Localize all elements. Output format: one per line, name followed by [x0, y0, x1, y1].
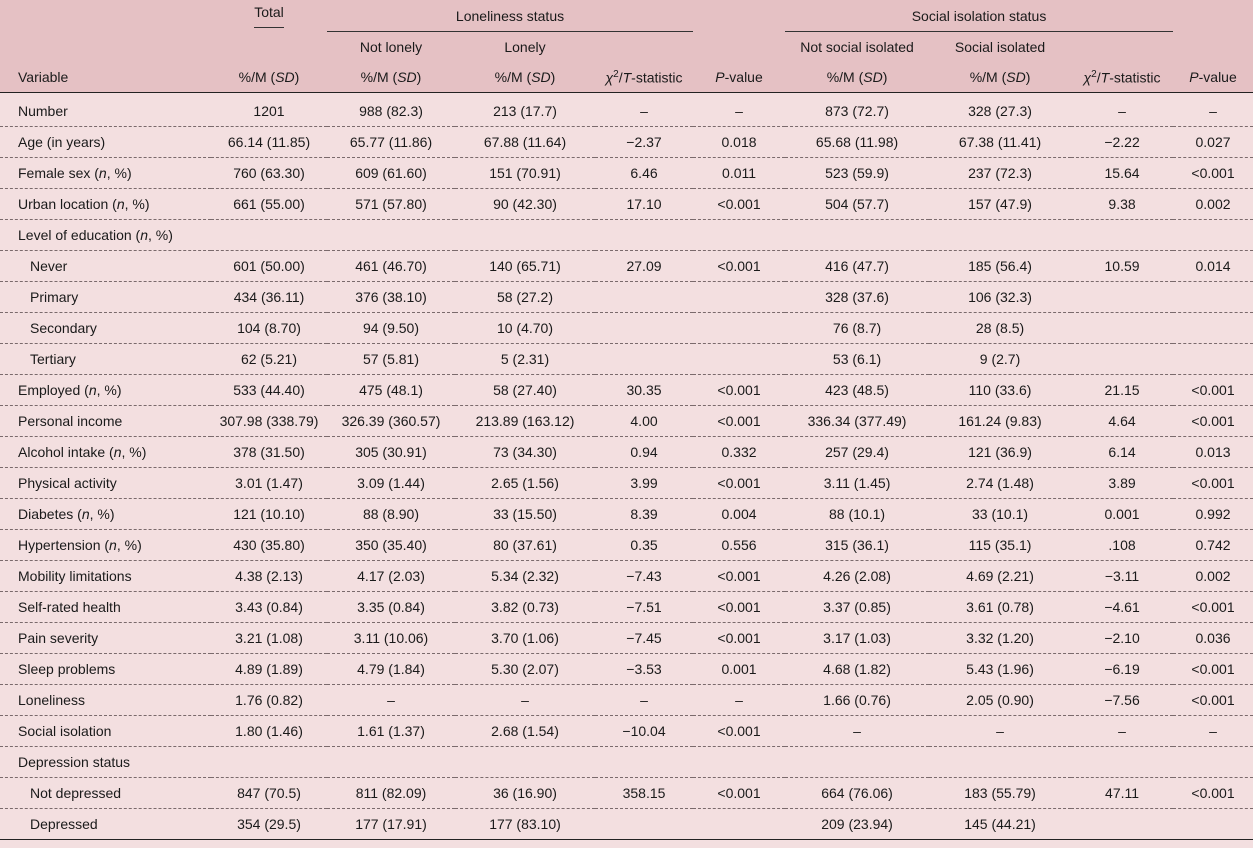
table-cell: 423 (48.5) [785, 375, 929, 406]
table-cell: 873 (72.7) [785, 93, 929, 127]
table-cell: <0.001 [693, 375, 785, 406]
table-cell: 609 (61.60) [327, 158, 455, 189]
table-cell: 3.17 (1.03) [785, 623, 929, 654]
table-cell: 157 (47.9) [929, 189, 1071, 220]
table-cell: 328 (37.6) [785, 282, 929, 313]
table-cell: 53 (6.1) [785, 344, 929, 375]
row-label: Employed (n, %) [0, 375, 211, 406]
table-cell: 0.013 [1173, 437, 1253, 468]
table-cell: −7.51 [595, 592, 693, 623]
table-row [0, 344, 1253, 375]
table-cell: 0.004 [693, 499, 785, 530]
table-cell: 0.018 [693, 127, 785, 158]
row-label: Never [0, 251, 211, 282]
row-label: Primary [0, 282, 211, 313]
table-cell: 94 (9.50) [327, 313, 455, 344]
table-cell: −10.04 [595, 716, 693, 747]
table-cell: 177 (83.10) [455, 809, 595, 840]
table-cell: 3.01 (1.47) [211, 468, 327, 499]
table-cell: 0.94 [595, 437, 693, 468]
table-cell: 3.21 (1.08) [211, 623, 327, 654]
table-cell: 47.11 [1071, 778, 1173, 809]
table-cell: 376 (38.10) [327, 282, 455, 313]
row-label: Self-rated health [0, 592, 211, 623]
table-cell: 0.992 [1173, 499, 1253, 530]
table-cell [1173, 344, 1253, 375]
table-cell: 1.66 (0.76) [785, 685, 929, 716]
table-cell: 33 (10.1) [929, 499, 1071, 530]
table-cell: 475 (48.1) [327, 375, 455, 406]
header-chi-t-statistic: $\chi^2/T$-statistic [1071, 62, 1173, 93]
table-cell: 0.742 [1173, 530, 1253, 561]
table-row [0, 716, 1253, 747]
table-cell: 0.556 [693, 530, 785, 561]
table-row [0, 778, 1253, 809]
table-cell: 140 (65.71) [455, 251, 595, 282]
table-cell: 3.11 (1.45) [785, 468, 929, 499]
table-cell: 2.74 (1.48) [929, 468, 1071, 499]
table-cell [455, 220, 595, 251]
table-cell [327, 220, 455, 251]
header-social-isolation-status: Social isolation status [785, 0, 1173, 32]
table-cell: 336.34 (377.49) [785, 406, 929, 437]
header-p-value: P-value [693, 62, 785, 93]
table-cell: <0.001 [1173, 592, 1253, 623]
table-cell: 4.17 (2.03) [327, 561, 455, 592]
table-cell [595, 747, 693, 778]
table-cell [595, 220, 693, 251]
row-label: Number [0, 93, 211, 127]
table-cell: 1201 [211, 93, 327, 127]
table-row [0, 685, 1253, 716]
table-cell: −3.53 [595, 654, 693, 685]
header-row-subgroups [0, 32, 1253, 63]
table-cell: 0.011 [693, 158, 785, 189]
table-cell [1071, 282, 1173, 313]
table-cell [785, 220, 929, 251]
row-label: Depression status [0, 747, 211, 778]
header-p-value: P-value [1173, 62, 1253, 93]
table-cell: 5.30 (2.07) [455, 654, 595, 685]
table-cell [1071, 809, 1173, 840]
header-pct-m-sd: %/M (SD) [455, 62, 595, 93]
table-cell: 0.027 [1173, 127, 1253, 158]
table-row [0, 313, 1253, 344]
row-label: Physical activity [0, 468, 211, 499]
table-cell: 1.80 (1.46) [211, 716, 327, 747]
table-cell [693, 809, 785, 840]
table-cell: 760 (63.30) [211, 158, 327, 189]
header-empty [693, 0, 785, 32]
table-cell: 0.036 [1173, 623, 1253, 654]
table-cell: 0.001 [693, 654, 785, 685]
row-label: Alcohol intake (n, %) [0, 437, 211, 468]
table-cell: 350 (35.40) [327, 530, 455, 561]
table-cell: 213.89 (163.12) [455, 406, 595, 437]
table-cell: – [1173, 716, 1253, 747]
table-cell [1071, 220, 1173, 251]
table-cell [327, 747, 455, 778]
table-row [0, 406, 1253, 437]
row-label: Hypertension (n, %) [0, 530, 211, 561]
header-empty [1173, 0, 1253, 32]
table-cell: <0.001 [1173, 654, 1253, 685]
table-cell [785, 747, 929, 778]
table-cell: −4.61 [1071, 592, 1173, 623]
table-cell: 185 (56.4) [929, 251, 1071, 282]
table-row [0, 220, 1253, 251]
table-cell: <0.001 [1173, 158, 1253, 189]
table-cell: 151 (70.91) [455, 158, 595, 189]
table-cell [693, 747, 785, 778]
table-cell: 30.35 [595, 375, 693, 406]
table-cell: 6.14 [1071, 437, 1173, 468]
table-cell [595, 282, 693, 313]
table-cell: 177 (17.91) [327, 809, 455, 840]
table-cell: <0.001 [693, 623, 785, 654]
table-cell [1071, 313, 1173, 344]
table-cell [929, 747, 1071, 778]
table-cell: 664 (76.06) [785, 778, 929, 809]
table-cell: – [693, 685, 785, 716]
table-row [0, 93, 1253, 127]
table-cell: <0.001 [693, 778, 785, 809]
table-cell: 1.61 (1.37) [327, 716, 455, 747]
table-cell: 209 (23.94) [785, 809, 929, 840]
header-pct-m-sd: %/M (SD) [211, 62, 327, 93]
table-cell [1173, 747, 1253, 778]
table-header [0, 0, 1253, 93]
table-cell: 62 (5.21) [211, 344, 327, 375]
table-cell: 307.98 (338.79) [211, 406, 327, 437]
table-cell: 8.39 [595, 499, 693, 530]
table-cell: 847 (70.5) [211, 778, 327, 809]
table-cell: 67.88 (11.64) [455, 127, 595, 158]
header-row-groups [0, 0, 1253, 32]
table-cell: 3.61 (0.78) [929, 592, 1071, 623]
table-cell: 10.59 [1071, 251, 1173, 282]
table-cell: 4.26 (2.08) [785, 561, 929, 592]
table-cell: – [1173, 93, 1253, 127]
table-cell [211, 747, 327, 778]
row-label: Level of education (n, %) [0, 220, 211, 251]
table-cell: 0.332 [693, 437, 785, 468]
table-cell: 988 (82.3) [327, 93, 455, 127]
table-cell: 504 (57.7) [785, 189, 929, 220]
table-cell: 58 (27.40) [455, 375, 595, 406]
table-cell: 328 (27.3) [929, 93, 1071, 127]
table-cell: <0.001 [693, 592, 785, 623]
table-cell: 57 (5.81) [327, 344, 455, 375]
table-cell: 2.65 (1.56) [455, 468, 595, 499]
header-pct-m-sd: %/M (SD) [785, 62, 929, 93]
table-cell: 27.09 [595, 251, 693, 282]
table-cell [1173, 220, 1253, 251]
table-cell: – [785, 716, 929, 747]
table-cell: 33 (15.50) [455, 499, 595, 530]
table-row [0, 375, 1253, 406]
table-cell [693, 344, 785, 375]
table-cell: 354 (29.5) [211, 809, 327, 840]
table-cell: 2.68 (1.54) [455, 716, 595, 747]
table-cell: 3.11 (10.06) [327, 623, 455, 654]
table-cell: −7.45 [595, 623, 693, 654]
table-cell: 28 (8.5) [929, 313, 1071, 344]
table-cell: <0.001 [1173, 406, 1253, 437]
table-cell: 3.70 (1.06) [455, 623, 595, 654]
header-empty [0, 0, 211, 32]
table-cell: 121 (10.10) [211, 499, 327, 530]
table-cell: 9.38 [1071, 189, 1173, 220]
table-cell [693, 220, 785, 251]
table-cell: 434 (36.11) [211, 282, 327, 313]
row-label: Age (in years) [0, 127, 211, 158]
header-total: Total [211, 0, 327, 32]
table-cell: 533 (44.40) [211, 375, 327, 406]
table-cell: 66.14 (11.85) [211, 127, 327, 158]
table-cell: 36 (16.90) [455, 778, 595, 809]
table-row [0, 468, 1253, 499]
table-row [0, 623, 1253, 654]
table-cell: −7.43 [595, 561, 693, 592]
table-cell: 0.001 [1071, 499, 1173, 530]
table-cell: 811 (82.09) [327, 778, 455, 809]
table-cell: 80 (37.61) [455, 530, 595, 561]
table-cell: 21.15 [1071, 375, 1173, 406]
table-cell: 65.77 (11.86) [327, 127, 455, 158]
table-cell: 104 (8.70) [211, 313, 327, 344]
header-row-columns [0, 62, 1253, 93]
table-cell [1173, 809, 1253, 840]
table-cell [595, 313, 693, 344]
table-cell: <0.001 [693, 468, 785, 499]
row-label: Diabetes (n, %) [0, 499, 211, 530]
table-cell: – [1071, 716, 1173, 747]
table-cell: – [929, 716, 1071, 747]
table-cell: 601 (50.00) [211, 251, 327, 282]
table-cell: 88 (8.90) [327, 499, 455, 530]
table-cell: 121 (36.9) [929, 437, 1071, 468]
header-chi-t-statistic: $\chi^2/T$-statistic [595, 62, 693, 93]
table-body [0, 93, 1253, 840]
table-cell: <0.001 [693, 716, 785, 747]
table-cell: – [327, 685, 455, 716]
table-cell: 106 (32.3) [929, 282, 1071, 313]
table-cell: −2.37 [595, 127, 693, 158]
table-cell: 3.09 (1.44) [327, 468, 455, 499]
table-cell: 237 (72.3) [929, 158, 1071, 189]
table-cell: 73 (34.30) [455, 437, 595, 468]
table-row [0, 127, 1253, 158]
table-row [0, 561, 1253, 592]
table-cell [929, 220, 1071, 251]
table-cell: 257 (29.4) [785, 437, 929, 468]
table-cell: 67.38 (11.41) [929, 127, 1071, 158]
table-cell: 17.10 [595, 189, 693, 220]
table-cell [693, 313, 785, 344]
header-not-lonely: Not lonely [359, 39, 423, 55]
table-cell: 3.99 [595, 468, 693, 499]
table-cell: 3.32 (1.20) [929, 623, 1071, 654]
row-label: Personal income [0, 406, 211, 437]
row-label: Social isolation [0, 716, 211, 747]
table-row [0, 654, 1253, 685]
table-cell: −2.22 [1071, 127, 1173, 158]
table-cell: −7.56 [1071, 685, 1173, 716]
table-cell: 88 (10.1) [785, 499, 929, 530]
row-label: Depressed [0, 809, 211, 840]
table-cell: 0.35 [595, 530, 693, 561]
table-cell: 110 (33.6) [929, 375, 1071, 406]
table-cell: 4.69 (2.21) [929, 561, 1071, 592]
row-label: Loneliness [0, 685, 211, 716]
table-cell: 9 (2.7) [929, 344, 1071, 375]
table-cell: 6.46 [595, 158, 693, 189]
table-cell: 315 (36.1) [785, 530, 929, 561]
header-variable: Variable [0, 62, 211, 93]
row-label: Not depressed [0, 778, 211, 809]
table-cell: 461 (46.70) [327, 251, 455, 282]
table-cell [693, 282, 785, 313]
table-cell: <0.001 [1173, 778, 1253, 809]
table-cell: −6.19 [1071, 654, 1173, 685]
table-cell: 145 (44.21) [929, 809, 1071, 840]
table-cell: – [455, 685, 595, 716]
table-cell: 5 (2.31) [455, 344, 595, 375]
table-cell: 115 (35.1) [929, 530, 1071, 561]
table-cell: 10 (4.70) [455, 313, 595, 344]
table-cell: 4.00 [595, 406, 693, 437]
table-cell: <0.001 [1173, 685, 1253, 716]
table-row [0, 499, 1253, 530]
table-cell [211, 220, 327, 251]
table-cell: 65.68 (11.98) [785, 127, 929, 158]
table-cell: −2.10 [1071, 623, 1173, 654]
row-label: Tertiary [0, 344, 211, 375]
table-cell: 305 (30.91) [327, 437, 455, 468]
table-cell [595, 809, 693, 840]
table-cell: 161.24 (9.83) [929, 406, 1071, 437]
row-label: Female sex (n, %) [0, 158, 211, 189]
table-cell: 571 (57.80) [327, 189, 455, 220]
header-lonely: Lonely [504, 39, 546, 55]
table-row [0, 437, 1253, 468]
table-cell: 661 (55.00) [211, 189, 327, 220]
table-cell: 3.43 (0.84) [211, 592, 327, 623]
row-label: Pain severity [0, 623, 211, 654]
table-cell: <0.001 [1173, 468, 1253, 499]
table-cell: 3.37 (0.85) [785, 592, 929, 623]
row-label: Urban location (n, %) [0, 189, 211, 220]
table-cell: 523 (59.9) [785, 158, 929, 189]
table-row [0, 189, 1253, 220]
table-cell: – [1071, 93, 1173, 127]
table-cell: 378 (31.50) [211, 437, 327, 468]
table-row [0, 809, 1253, 840]
table-row [0, 158, 1253, 189]
table-cell: 3.82 (0.73) [455, 592, 595, 623]
table-cell: – [693, 93, 785, 127]
table-cell: <0.001 [693, 561, 785, 592]
table-row [0, 592, 1253, 623]
table-cell: 76 (8.7) [785, 313, 929, 344]
row-label: Mobility limitations [0, 561, 211, 592]
table-cell: 3.89 [1071, 468, 1173, 499]
header-pct-m-sd: %/M (SD) [327, 62, 455, 93]
header-not-social-isolated: Not social isolated [800, 39, 914, 55]
table-cell: 0.002 [1173, 189, 1253, 220]
table-cell: – [595, 93, 693, 127]
row-label: Sleep problems [0, 654, 211, 685]
table-cell: 358.15 [595, 778, 693, 809]
table-cell: 4.79 (1.84) [327, 654, 455, 685]
table-cell: −3.11 [1071, 561, 1173, 592]
table-row [0, 251, 1253, 282]
table-cell: .108 [1071, 530, 1173, 561]
table-cell: 4.89 (1.89) [211, 654, 327, 685]
table-cell: 416 (47.7) [785, 251, 929, 282]
table-cell: 58 (27.2) [455, 282, 595, 313]
table-row [0, 282, 1253, 313]
table-cell: 1.76 (0.82) [211, 685, 327, 716]
table-cell: <0.001 [693, 406, 785, 437]
table-cell [1071, 747, 1173, 778]
header-pct-m-sd: %/M (SD) [929, 62, 1071, 93]
table-cell: 5.34 (2.32) [455, 561, 595, 592]
table-cell: 326.39 (360.57) [327, 406, 455, 437]
table-cell: 2.05 (0.90) [929, 685, 1071, 716]
header-social-isolated: Social isolated [954, 39, 1046, 55]
table-cell: 4.64 [1071, 406, 1173, 437]
table-cell [595, 344, 693, 375]
table-cell [1173, 313, 1253, 344]
table-cell: 430 (35.80) [211, 530, 327, 561]
row-label: Secondary [0, 313, 211, 344]
table-cell [455, 747, 595, 778]
table-cell: 213 (17.7) [455, 93, 595, 127]
table-cell: 4.38 (2.13) [211, 561, 327, 592]
table-cell [1071, 344, 1173, 375]
table-cell: <0.001 [693, 251, 785, 282]
table-cell: – [595, 685, 693, 716]
table-cell: 0.014 [1173, 251, 1253, 282]
table-cell: <0.001 [693, 189, 785, 220]
table-cell: 4.68 (1.82) [785, 654, 929, 685]
table-cell: 15.64 [1071, 158, 1173, 189]
table-cell: 0.002 [1173, 561, 1253, 592]
header-loneliness-status: Loneliness status [327, 0, 693, 32]
table-cell: 3.35 (0.84) [327, 592, 455, 623]
table-cell [1173, 282, 1253, 313]
table-cell: 183 (55.79) [929, 778, 1071, 809]
table-cell: <0.001 [1173, 375, 1253, 406]
table-cell: 5.43 (1.96) [929, 654, 1071, 685]
table-row [0, 530, 1253, 561]
table-row [0, 747, 1253, 778]
table-cell: 90 (42.30) [455, 189, 595, 220]
